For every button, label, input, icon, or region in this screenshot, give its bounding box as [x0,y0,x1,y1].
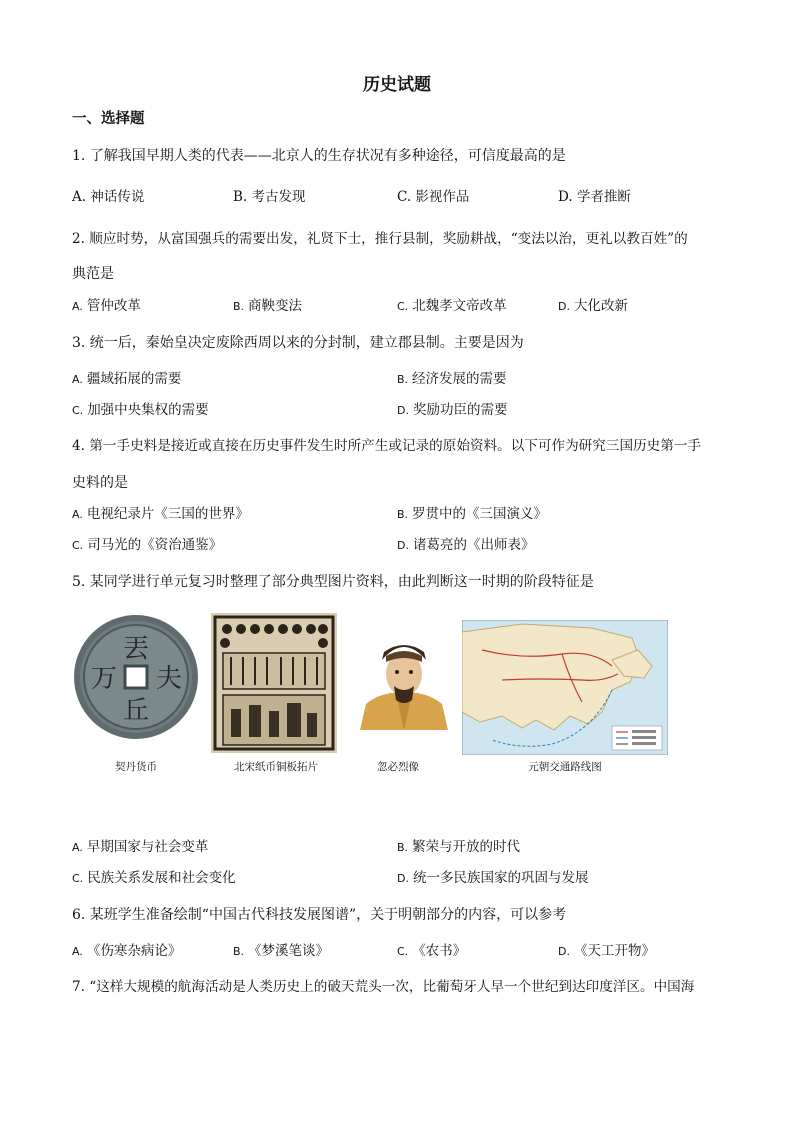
q4-option-d[interactable]: D. 诸葛亮的《出师表》 [397,537,535,553]
q3-option-c[interactable]: C. 加强中央集权的需要 [72,402,209,418]
coin-char-right: 夫 [155,664,183,694]
q6-option-d[interactable]: D. 《天工开物》 [558,943,655,959]
q1-option-c[interactable]: C. 影视作品 [397,189,470,205]
q1-option-b[interactable]: B. 考古发现 [233,189,306,205]
portrait-icon [356,634,452,730]
question-3-stem: 3. 统一后，秦始皇决定废除西周以来的分封制，建立郡县制。主要是因为 [72,335,524,351]
q3-option-a[interactable]: A. 疆域拓展的需要 [72,371,182,387]
q4-option-c[interactable]: C. 司马光的《资治通鉴》 [72,537,223,553]
image-caption-coin: 契丹货币 [115,761,157,773]
q3-option-b[interactable]: B. 经济发展的需要 [397,371,507,387]
q2-option-d[interactable]: D. 大化改新 [558,298,628,314]
image-caption-portrait: 忽必烈像 [377,761,419,773]
banknote-icon [211,613,337,753]
q6-option-a[interactable]: A. 《伤寒杂病论》 [72,943,182,959]
coin-char-bottom: 丘 [122,696,150,726]
question-2-stem-line2: 典范是 [72,266,114,282]
q5-option-c[interactable]: C. 民族关系发展和社会变化 [72,870,236,886]
question-1-stem: 1. 了解我国早期人类的代表——北京人的生存状况有多种途径，可信度最高的是 [72,148,566,164]
q6-option-c[interactable]: C. 《农书》 [397,943,467,959]
q5-option-d[interactable]: D. 统一多民族国家的巩固与发展 [397,870,589,886]
question-4-stem-line1: 4. 第一手史料是接近或直接在历史事件发生时所产生或记录的原始资料。以下可作为研究三国历史第一手 [72,438,702,454]
map-icon [462,620,668,755]
q1-option-d[interactable]: D. 学者推断 [558,189,631,205]
q3-option-d[interactable]: D. 奖励功臣的需要 [397,402,508,418]
question-6-stem: 6. 某班学生准备绘制“中国古代科技发展图谱”，关于明朝部分的内容，可以参考 [72,907,567,923]
q5-option-b[interactable]: B. 繁荣与开放的时代 [397,839,521,855]
question-5-stem: 5. 某同学进行单元复习时整理了部分典型图片资料，由此判断这一时期的阶段特征是 [72,574,594,590]
image-caption-banknote: 北宋纸币铜板拓片 [234,761,318,773]
q2-option-a[interactable]: A. 管仲改革 [72,298,141,314]
q6-option-b[interactable]: B. 《梦溪笔谈》 [233,943,330,959]
q2-option-b[interactable]: B. 商鞅变法 [233,298,303,314]
coin-char-top: 丟 [122,634,150,664]
question-4-stem-line2: 史料的是 [72,475,128,491]
section-heading: 一、选择题 [72,110,145,127]
q4-option-a[interactable]: A. 电视纪录片《三国的世界》 [72,506,249,522]
question-2-stem-line1: 2. 顺应时势，从富国强兵的需要出发，礼贤下士，推行县制，奖励耕战，“变法以治，更礼以教百姓”的 [72,231,688,247]
image-caption-map: 元朝交通路线图 [528,761,602,773]
q5-option-a[interactable]: A. 早期国家与社会变革 [72,839,209,855]
page-title: 历史试题 [363,75,431,95]
coin-icon [72,613,200,741]
q1-option-a[interactable]: A. 神话传说 [72,189,145,205]
q4-option-b[interactable]: B. 罗贯中的《三国演义》 [397,506,548,522]
q2-option-c[interactable]: C. 北魏孝文帝改革 [397,298,507,314]
coin-char-left: 万 [90,664,118,694]
question-7-stem: 7. “这样大规模的航海活动是人类历史上的破天荒头一次，比葡萄牙人早一个世纪到达印度洋区。中国海 [72,979,695,995]
